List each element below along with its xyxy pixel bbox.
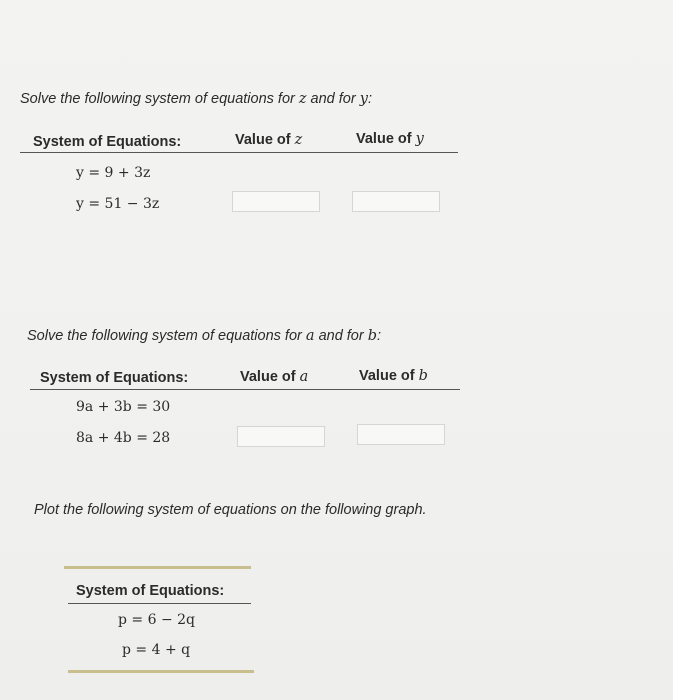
column-header-value-z	[235, 132, 302, 148]
value-z-input[interactable]	[232, 191, 320, 212]
prompt-colon: :	[367, 91, 372, 107]
column-header-value-a	[240, 369, 308, 385]
equation-1: y = 9 + 3z	[76, 165, 151, 181]
prompt-colon: :	[377, 328, 382, 344]
prompt-var-b: b	[367, 328, 378, 344]
header-label: Value of	[359, 368, 415, 384]
table-top-border	[64, 566, 251, 569]
equation-1: p = 6 − 2q	[118, 612, 195, 628]
equation-1: 9a + 3b = 30	[76, 399, 171, 415]
equation-2: p = 4 + q	[122, 642, 191, 658]
header-var: y	[415, 131, 424, 147]
header-var: b	[418, 368, 428, 384]
table-bottom-border	[68, 670, 254, 673]
prompt-var-a: a	[305, 328, 315, 344]
header-var: z	[294, 132, 303, 148]
equation-2: y = 51 − 3z	[76, 196, 160, 212]
header-divider	[68, 603, 251, 604]
prompt-text: and for	[318, 328, 364, 344]
prompt-text: Solve the following system of equations for	[20, 91, 295, 107]
equation-2: 8a + 4b = 28	[76, 430, 171, 446]
header-divider	[30, 389, 460, 390]
column-header-value-b	[359, 368, 428, 384]
column-header-system: System of Equations:	[76, 583, 225, 599]
header-label: Value of	[240, 369, 296, 385]
header-divider	[20, 152, 458, 153]
column-header-system: System of Equations:	[33, 134, 182, 150]
prompt-var-z: z	[298, 91, 307, 107]
section3-prompt: Plot the following system of equations on the following graph.	[34, 502, 427, 518]
prompt-text: and for	[310, 91, 356, 107]
header-var: a	[299, 369, 309, 385]
section2-prompt	[27, 328, 381, 344]
column-header-value-y	[356, 131, 424, 147]
column-header-system: System of Equations:	[40, 370, 189, 386]
prompt-var-y: y	[359, 91, 368, 107]
header-label: Value of	[356, 131, 412, 147]
header-label: Value of	[235, 132, 291, 148]
value-y-input[interactable]	[352, 191, 440, 212]
value-a-input[interactable]	[237, 426, 325, 447]
section1-prompt	[20, 91, 372, 107]
value-b-input[interactable]	[357, 424, 445, 445]
prompt-text: Solve the following system of equations for	[27, 328, 302, 344]
